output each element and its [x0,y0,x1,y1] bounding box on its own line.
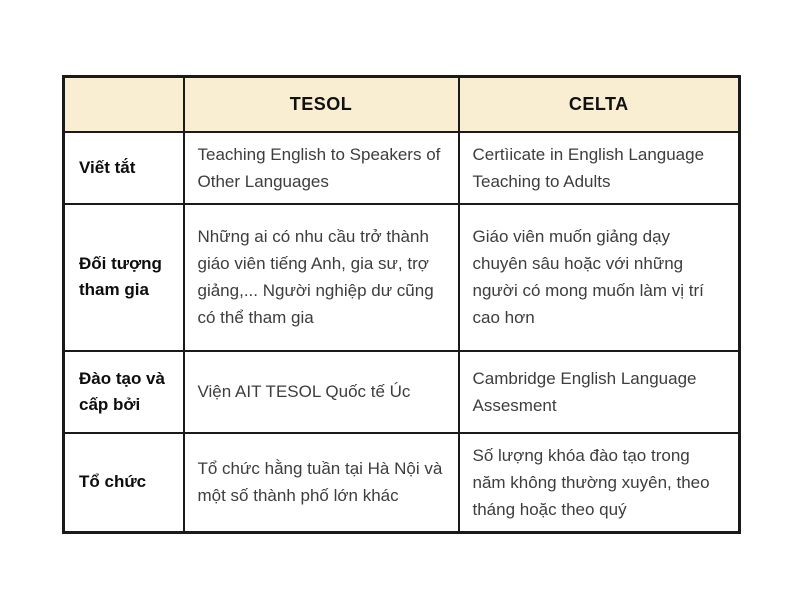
tesol-cell: Những ai có nhu cầu trở thành giáo viên tiếng Anh, gia sư, trợ giảng,... Người nghiệp dư cũng có thể tham gia [184,204,459,351]
table-row-doi-tuong-tham-gia [64,204,740,351]
tesol-celta-comparison-table [62,75,741,534]
row-label: Tổ chức [64,433,184,533]
table-row-dao-tao-va-cap-boi [64,351,740,433]
tesol-cell: Teaching English to Speakers of Other Languages [184,132,459,204]
table-row-to-chuc [64,433,740,533]
celta-cell: Số lượng khóa đào tạo trong năm không thường xuyên, theo tháng hoặc theo quý [459,433,740,533]
column-header-tesol: TESOL [184,77,459,132]
celta-cell: Certìicate in English Language Teaching to Adults [459,132,740,204]
column-header-celta: CELTA [459,77,740,132]
row-label: Đào tạo và cấp bởi [64,351,184,433]
row-label: Đối tượng tham gia [64,204,184,351]
row-label: Viết tắt [64,132,184,204]
tesol-cell: Viện AIT TESOL Quốc tế Úc [184,351,459,433]
celta-cell: Cambridge English Language Assesment [459,351,740,433]
tesol-cell: Tổ chức hằng tuần tại Hà Nội và một số thành phố lớn khác [184,433,459,533]
celta-cell: Giáo viên muốn giảng dạy chuyên sâu hoặc với những người có mong muốn làm vị trí cao hơn [459,204,740,351]
table-row-viet-tat [64,132,740,204]
corner-header-cell [64,77,184,132]
table-header-row [64,77,740,132]
